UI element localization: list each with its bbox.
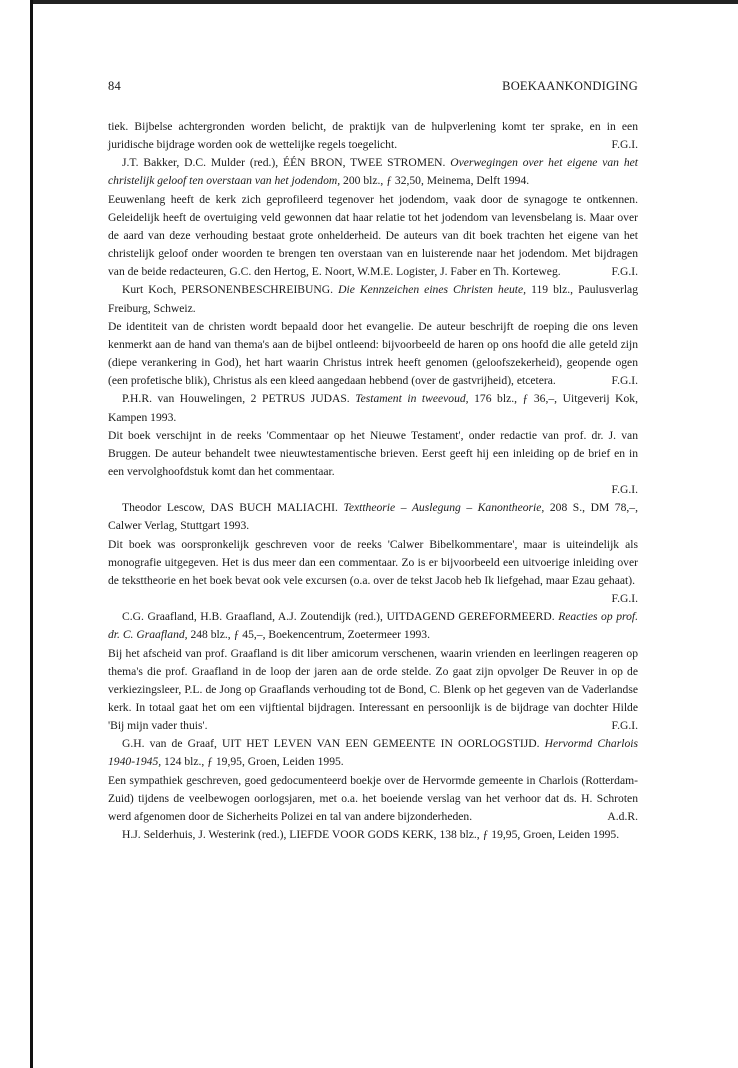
page-number: 84 xyxy=(108,79,121,93)
scan-border-left xyxy=(30,0,33,1068)
review-text-koch: De identiteit van de christen wordt bepaald door het evangelie. De auteur beschrijft de roeping die ons leven kenmerkt aan de hand van thema's aan de bijbel ontleend: bijvoorbeeld de haren op ons hoofd die alle geteld zijn (diepe verankering in God), het hart waarin Christus intrek heeft genomen (geloofszekerheid), geopende ogen (een profetische blik), Christus als een kleed aangedaan hebbend (over de gastvrijheid), etcetera. F.G.I. xyxy=(108,318,638,391)
reviewer-signature: F.G.I. xyxy=(611,592,638,606)
reviewer-signature: F.G.I. xyxy=(611,138,638,152)
reviewer-signature: A.d.R. xyxy=(607,809,638,823)
book-citation-bakker: J.T. Bakker, D.C. Mulder (red.), ÉÉN BRON, TWEE STROMEN. Overwegingen over het eigene van het christelijk geloof ten overstaan van het jodendom, 200 blz., ƒ 32,50, Meinema, Delft 1994. xyxy=(108,156,638,188)
book-citation-selderhuis: H.J. Selderhuis, J. Westerink (red.), LIEFDE VOOR GODS KERK, 138 blz., ƒ 19,95, Groen, Leiden 1995. xyxy=(122,828,620,842)
scan-border-top xyxy=(30,0,738,4)
page xyxy=(108,78,638,844)
review-text-bakker: Eeuwenlang heeft de kerk zich geprofileerd tegenover het jodendom, vaak door de synagoge te ontkennen. Geleidelijk heeft de overtuiging veld gewonnen dat haar relatie tot het jodendom van levensbelang is. Maar over de aard van deze verhouding bestaat grote onhelderheid. De auteurs van dit boek trachten het eigene van het christelijk geloof onder woorden te brengen ten overstaan van en luisterende naar het jodendom. Met bijdragen van de beide redacteuren, G.C. den Hertog, E. Noort, W.M.E. Logister, J. Faber en Th. Korteweg. F.G.I. xyxy=(108,191,638,282)
reviewer-signature: F.G.I. xyxy=(611,265,638,279)
section-title: BOEKAANKONDIGING xyxy=(502,79,638,93)
review-text-van-houwelingen: Dit boek verschijnt in de reeks 'Commentaar op het Nieuwe Testament', onder redactie van prof. dr. J. van Bruggen. De auteur behandelt twee nieuwtestamentische brieven. Eerst geeft hij een inleiding op de brief en in een vervolghoofdstuk komt dan het commentaar. xyxy=(108,428,638,478)
book-citation-lescow: Theodor Lescow, DAS BUCH MALIACHI. Texttheorie – Auslegung – Kanontheorie, 208 S., DM 78,–, Calwer Verlag, Stuttgart 1993. xyxy=(108,501,638,533)
book-citation-koch: Kurt Koch, PERSONENBESCHREIBUNG. Die Kennzeichen eines Christen heute, 119 blz., Paulusverlag Freiburg, Schweiz. xyxy=(108,283,638,315)
running-head xyxy=(108,78,638,94)
reviewer-signature: F.G.I. xyxy=(611,719,638,733)
review-text-graafland: Bij het afscheid van prof. Graafland is dit liber amicorum verschenen, waarin vrienden en leerlingen reageren op thema's die prof. Graafland in de loop der jaren aan de orde stelde. Zo gaat zijn opvolger De Reuver in op de verkiezingsleer, P.L. de Jong op Graaflands verhouding tot de Bond, C. Blenk op het gegeven van de Vaderlandse kerk. In totaal gaat het om een vijftiental bijdragen. Interessant en persoonlijk is de bijdrage van dochter Hilde 'Bij mijn vader thuis'. F.G.I. xyxy=(108,645,638,736)
book-citation-van-houwelingen: P.H.R. van Houwelingen, 2 PETRUS JUDAS. Testament in tweevoud, 176 blz., ƒ 36,–, Uitgeverij Kok, Kampen 1993. xyxy=(108,392,638,424)
review-column xyxy=(108,118,638,844)
reviewer-signature: F.G.I. xyxy=(611,483,638,497)
reviewer-signature: F.G.I. xyxy=(611,374,638,388)
book-citation-graafland: C.G. Graafland, H.B. Graafland, A.J. Zoutendijk (red.), UITDAGEND GEREFORMEERD. Reacties op prof. dr. C. Graafland, 248 blz., ƒ 45,–, Boekencentrum, Zoetermeer 1993. xyxy=(108,610,638,642)
book-citation-van-de-graaf: G.H. van de Graaf, UIT HET LEVEN VAN EEN GEMEENTE IN OORLOGSTIJD. Hervormd Charlois 1940-1945, 124 blz., ƒ 19,95, Groen, Leiden 1995. xyxy=(108,737,638,769)
review-text-van-de-graaf: Een sympathiek geschreven, goed gedocumenteerd boekje over de Hervormde gemeente in Charlois (Rotterdam-Zuid) tijdens de veelbewogen oorlogsjaren, met o.a. het boeiende verslag van het verhoor dat ds. H. Schroten werd afgenomen door de Sicherheits Polizei en tal van andere bijzonderheden. A.d.R. xyxy=(108,772,638,826)
review-text-continuation: tiek. Bijbelse achtergronden worden belicht, de praktijk van de hulpverlening komt ter sprake, en in een juridische bijdrage worden ook de wettelijke regels toegelicht. F.G.I. xyxy=(108,118,638,154)
review-text-lescow: Dit boek was oorspronkelijk geschreven voor de reeks 'Calwer Bibelkommentare', maar is uiteindelijk als monografie uitgegeven. Het is dus meer dan een commentaar. Zo is er bijvoorbeeld een uitvoerige inleiding over de teksttheorie en het boek bevat ook vele excursen (o.a. over de tekst Jacob heb Ik liefgehad, maar Ezau gehaat). F.G.I. xyxy=(108,536,638,609)
